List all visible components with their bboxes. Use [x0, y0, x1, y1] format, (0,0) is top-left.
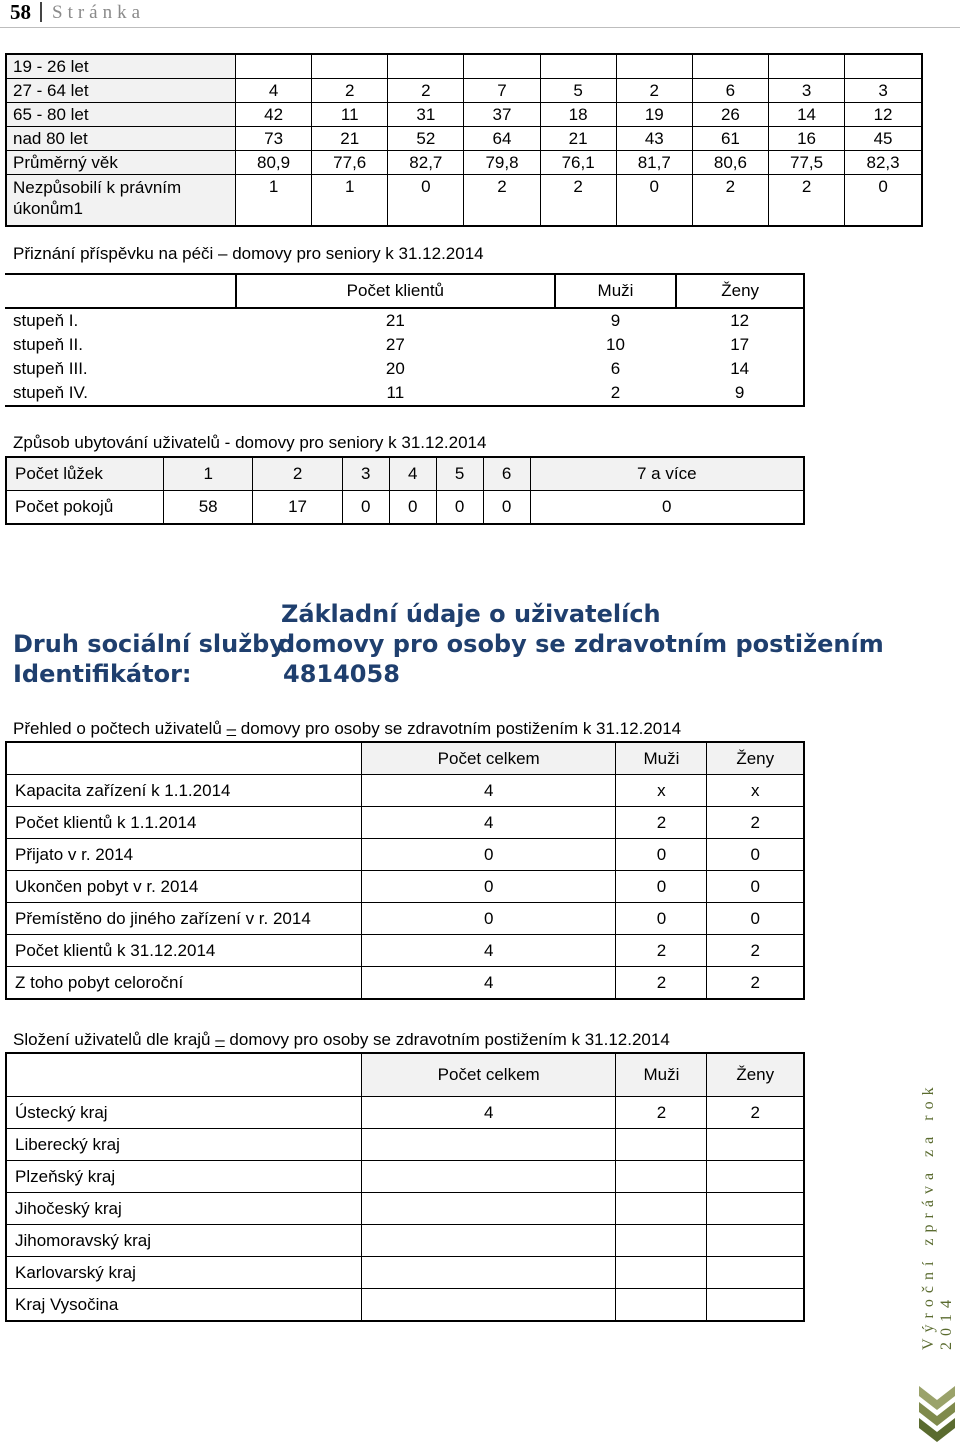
table-cell: 6: [610, 359, 621, 378]
table-row: [6, 807, 804, 839]
table-row: [6, 1193, 804, 1225]
table-cell: 27: [385, 335, 405, 354]
row-label: Jihomoravský kraj: [6, 1225, 362, 1257]
table-cell: 0: [616, 175, 692, 227]
table-cell: 7: [464, 79, 540, 103]
table-row: [6, 54, 922, 79]
table-row: [6, 151, 922, 175]
table-cell: [707, 1225, 804, 1257]
table-cell: [845, 54, 922, 79]
table-cell: [616, 1161, 707, 1193]
table-cell: 20: [385, 359, 405, 378]
table-cell: 0: [845, 175, 922, 227]
row-label: 27 - 64 let: [6, 79, 236, 103]
table-cell: 37: [464, 103, 540, 127]
regions-caption-suffix: domovy pro osoby se zdravotním postižením k 31.12.2014: [224, 1030, 670, 1049]
row-label: Ústecký kraj: [6, 1097, 362, 1129]
table-cell: 81,7: [616, 151, 692, 175]
care-caption: Přiznání příspěvku na péči – domovy pro seniory k 31.12.2014: [13, 244, 484, 263]
table-cell: 2: [312, 79, 388, 103]
table-cell: 1: [312, 175, 388, 227]
row-label: stupeň I.: [13, 311, 79, 330]
table-cell: [362, 1225, 616, 1257]
table-header-row: [6, 742, 804, 775]
table-row: [6, 1289, 804, 1322]
table-cell: 21: [385, 311, 405, 330]
table-row: [6, 1129, 804, 1161]
column-header: Počet klientů: [236, 274, 555, 308]
table-cell: [768, 54, 844, 79]
care-table: [5, 273, 805, 407]
table-cell: 2: [616, 807, 707, 839]
table-cell: 4: [362, 775, 616, 807]
table-cell: 2: [707, 935, 804, 967]
table-cell: 17: [676, 333, 804, 357]
table-cell: [362, 1289, 616, 1322]
table-cell: 16: [768, 127, 844, 151]
table-row: [6, 871, 804, 903]
column-header: Ženy: [707, 742, 804, 775]
table-cell: x: [707, 775, 804, 807]
table-cell: 21: [312, 127, 388, 151]
column-header: Muži: [616, 742, 707, 775]
row-label: stupeň III.: [13, 359, 88, 378]
table-cell: 58: [164, 491, 253, 525]
table-cell: 64: [464, 127, 540, 151]
table-cell: 43: [616, 127, 692, 151]
table-cell: 0: [616, 871, 707, 903]
row-label: 19 - 26 let: [6, 54, 236, 79]
table-cell: 12: [676, 308, 804, 333]
table-cell: [707, 1193, 804, 1225]
table-cell: 6: [692, 79, 768, 103]
table-row: [6, 175, 922, 227]
row-label: Z toho pobyt celoroční: [6, 967, 362, 1000]
row-label: Liberecký kraj: [6, 1129, 362, 1161]
table-cell: [388, 54, 464, 79]
service-label: Druh sociální služby:: [13, 630, 295, 658]
column-header: Ženy: [707, 1053, 804, 1097]
table-row: [6, 1161, 804, 1193]
table-cell: 80,6: [692, 151, 768, 175]
row-label: Jihočeský kraj: [6, 1193, 362, 1225]
table-cell: 76,1: [540, 151, 616, 175]
row-label: Plzeňský kraj: [6, 1161, 362, 1193]
table-cell: 6: [483, 457, 530, 491]
header-blank: [6, 742, 362, 775]
table-header-row: [5, 274, 804, 308]
table-cell: [362, 1161, 616, 1193]
section-title: Základní údaje o uživatelích: [281, 600, 661, 628]
table-cell: 3: [342, 457, 389, 491]
table-cell: 2: [253, 457, 342, 491]
table-cell: [362, 1257, 616, 1289]
table-cell: [464, 54, 540, 79]
column-header: Muži: [555, 274, 677, 308]
table-cell: 31: [388, 103, 464, 127]
table-cell: 11: [312, 103, 388, 127]
table-cell: 4: [362, 967, 616, 1000]
table-cell: 82,7: [388, 151, 464, 175]
chevron-logo-icon: [915, 1382, 959, 1444]
row-label: Ukončen pobyt v r. 2014: [6, 871, 362, 903]
regions-caption-prefix: Složení uživatelů dle krajů: [13, 1030, 216, 1049]
row-label: Karlovarský kraj: [6, 1257, 362, 1289]
table-cell: [616, 1289, 707, 1322]
table-cell: 4: [362, 807, 616, 839]
rooms-label: Počet pokojů: [6, 491, 164, 525]
table-cell: 0: [436, 491, 483, 525]
table-cell: 3: [845, 79, 922, 103]
table-cell: [362, 1129, 616, 1161]
table-cell: 1: [164, 457, 253, 491]
table-cell: 0: [342, 491, 389, 525]
table-cell: 0: [362, 839, 616, 871]
table-cell: 77,5: [768, 151, 844, 175]
table-cell: 2: [707, 967, 804, 1000]
table-cell: 10: [606, 335, 625, 354]
table-row: [6, 103, 922, 127]
table-cell: 0: [707, 903, 804, 935]
table-cell: 0: [388, 175, 464, 227]
table-cell: 79,8: [464, 151, 540, 175]
table-cell: [707, 1129, 804, 1161]
table-cell: [692, 54, 768, 79]
table-row: [6, 1225, 804, 1257]
table-cell: 4: [362, 935, 616, 967]
table-row: [5, 308, 804, 333]
rooms-caption: Způsob ubytování uživatelů - domovy pro seniory k 31.12.2014: [13, 433, 487, 452]
table-cell: [616, 1129, 707, 1161]
table-cell: 0: [707, 871, 804, 903]
table-cell: 0: [362, 871, 616, 903]
table-row: [5, 381, 804, 406]
table-cell: 2: [768, 175, 844, 227]
table-cell: [312, 54, 388, 79]
table-cell: 45: [845, 127, 922, 151]
overview-caption-dash: –: [226, 719, 237, 738]
table-cell: 11: [236, 381, 555, 406]
table-cell: [707, 1257, 804, 1289]
overview-caption-prefix: Přehled o počtech uživatelů: [13, 719, 227, 738]
row-label: Přijato v r. 2014: [6, 839, 362, 871]
table-cell: 9: [610, 311, 621, 330]
row-label: Počet klientů k 31.12.2014: [6, 935, 362, 967]
table-cell: 2: [388, 79, 464, 103]
column-header: Muži: [616, 1053, 707, 1097]
page-label: Stránka: [52, 2, 146, 23]
table-cell: 5: [540, 79, 616, 103]
table-cell: 2: [692, 175, 768, 227]
header-separator: [40, 2, 42, 22]
age-table: [5, 53, 923, 227]
table-cell: [540, 54, 616, 79]
table-cell: x: [616, 775, 707, 807]
row-label: Kraj Vysočina: [6, 1289, 362, 1322]
row-label: Počet klientů k 1.1.2014: [6, 807, 362, 839]
table-cell: [616, 1257, 707, 1289]
table-cell: 52: [388, 127, 464, 151]
table-row: [6, 1257, 804, 1289]
table-cell: 0: [483, 491, 530, 525]
table-header-row: [6, 1053, 804, 1097]
table-row: [6, 903, 804, 935]
row-label: 65 - 80 let: [6, 103, 236, 127]
row-label: Kapacita zařízení k 1.1.2014: [6, 775, 362, 807]
table-cell: 77,6: [312, 151, 388, 175]
table-cell: [707, 1161, 804, 1193]
table-row: [5, 333, 804, 357]
table-cell: 26: [692, 103, 768, 127]
overview-caption-suffix: domovy pro osoby se zdravotním postižením k 31.12.2014: [236, 719, 682, 738]
table-cell: 0: [362, 903, 616, 935]
column-header: Ženy: [676, 274, 804, 308]
table-row: [5, 357, 804, 381]
table-row: [6, 1097, 804, 1129]
table-cell: [616, 1225, 707, 1257]
table-cell: 0: [616, 903, 707, 935]
header-blank: [6, 1053, 362, 1097]
overview-caption: [13, 719, 681, 739]
table-cell: 1: [236, 175, 312, 227]
identifier-label: Identifikátor:: [13, 660, 192, 688]
table-cell: 2: [555, 381, 677, 406]
table-cell: 4: [362, 1097, 616, 1129]
beds-label: Počet lůžek: [6, 457, 164, 491]
table-cell: 0: [707, 839, 804, 871]
table-cell: 4: [389, 457, 436, 491]
table-cell: 80,9: [236, 151, 312, 175]
table-cell: 19: [616, 103, 692, 127]
rooms-table: [5, 456, 805, 525]
row-label: Průměrný věk: [6, 151, 236, 175]
table-cell: 0: [616, 839, 707, 871]
table-cell: [362, 1193, 616, 1225]
header-blank: [5, 274, 236, 308]
rooms-row: [6, 491, 804, 525]
table-cell: 9: [676, 381, 804, 406]
table-cell: [616, 54, 692, 79]
table-row: [6, 839, 804, 871]
regions-caption-dash: –: [215, 1030, 225, 1049]
table-cell: 2: [464, 175, 540, 227]
annual-report-sidebar-text: Výroční zpráva za rok 2014: [920, 1081, 955, 1350]
table-cell: 82,3: [845, 151, 922, 175]
table-cell: 61: [692, 127, 768, 151]
table-cell: 2: [616, 79, 692, 103]
table-row: [6, 79, 922, 103]
page-number: 58: [10, 0, 31, 24]
table-cell: 0: [389, 491, 436, 525]
header-rule: [0, 27, 960, 28]
table-cell: 5: [436, 457, 483, 491]
row-label: stupeň IV.: [5, 381, 236, 406]
table-cell: 2: [707, 1097, 804, 1129]
row-label: Přemístěno do jiného zařízení v r. 2014: [6, 903, 362, 935]
table-cell: 12: [845, 103, 922, 127]
table-cell: 18: [540, 103, 616, 127]
table-cell: 14: [676, 357, 804, 381]
table-cell: [236, 54, 312, 79]
table-row: [6, 775, 804, 807]
service-value: domovy pro osoby se zdravotním postižením: [278, 630, 884, 658]
table-cell: 2: [616, 935, 707, 967]
column-header: Počet celkem: [362, 742, 616, 775]
table-cell: [616, 1193, 707, 1225]
table-cell: 2: [540, 175, 616, 227]
table-cell: 2: [616, 967, 707, 1000]
row-label: stupeň II.: [13, 335, 83, 354]
table-row: [6, 127, 922, 151]
row-label: nad 80 let: [6, 127, 236, 151]
table-cell: 73: [236, 127, 312, 151]
table-cell: 42: [236, 103, 312, 127]
table-cell: 3: [768, 79, 844, 103]
table-row: [6, 967, 804, 1000]
table-cell: 2: [707, 807, 804, 839]
row-label: Nezpůsobilí k právním úkonům1: [6, 175, 236, 227]
table-cell: 21: [540, 127, 616, 151]
table-cell: 14: [768, 103, 844, 127]
table-cell: 0: [530, 491, 804, 525]
table-cell: 17: [253, 491, 342, 525]
identifier-value: 4814058: [283, 660, 400, 688]
table-cell: [707, 1289, 804, 1322]
table-cell: 4: [236, 79, 312, 103]
column-header: Počet celkem: [362, 1053, 616, 1097]
regions-table: [5, 1052, 805, 1322]
table-cell: 7 a více: [530, 457, 804, 491]
table-row: [6, 935, 804, 967]
beds-row: [6, 457, 804, 491]
regions-caption: [13, 1030, 670, 1050]
overview-table: [5, 741, 805, 1000]
table-cell: 2: [616, 1097, 707, 1129]
